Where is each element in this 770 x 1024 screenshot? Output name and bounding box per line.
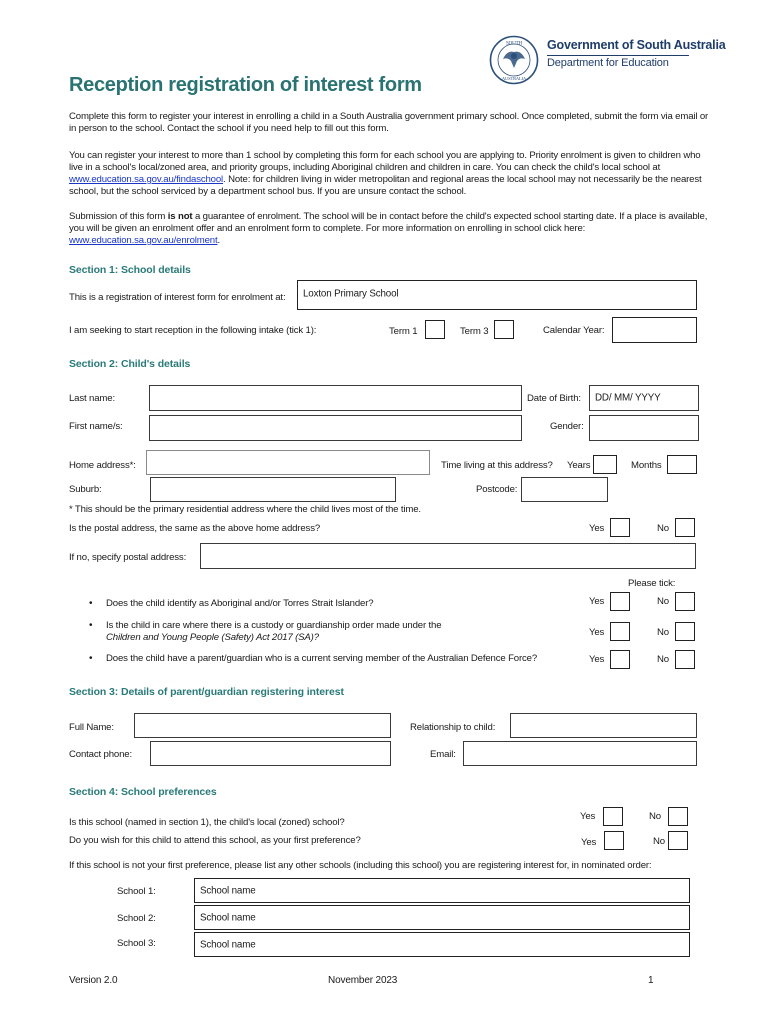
intro-paragraph-3 xyxy=(69,211,709,247)
school-1-field[interactable] xyxy=(194,878,690,903)
intro-p3-bold: is not xyxy=(167,211,193,222)
relationship-label: Relationship to child: xyxy=(410,722,496,733)
local-school-yes-label: Yes xyxy=(580,811,596,822)
email-label: Email: xyxy=(430,749,456,760)
aboriginal-yes-label: Yes xyxy=(589,596,605,607)
defence-no-checkbox[interactable] xyxy=(675,650,695,669)
postal-same-question: Is the postal address, the same as the above home address? xyxy=(69,523,321,534)
page-title: Reception registration of interest form xyxy=(69,74,422,96)
defence-yes-label: Yes xyxy=(589,654,605,665)
suburb-field[interactable] xyxy=(150,477,396,502)
school-2-value: School name xyxy=(200,912,256,923)
postal-address-label: If no, specify postal address: xyxy=(69,552,187,563)
local-school-no-label: No xyxy=(649,811,661,822)
school-2-field[interactable] xyxy=(194,905,690,930)
intro-paragraph-2 xyxy=(69,150,709,198)
svg-text:AUSTRALIA: AUSTRALIA xyxy=(501,76,527,81)
bullet: • xyxy=(89,598,93,609)
months-label: Months xyxy=(631,460,662,471)
footer-version: Version 2.0 xyxy=(69,975,118,986)
sa-government-seal-icon xyxy=(489,35,539,85)
aboriginal-question: Does the child identify as Aboriginal and/or Torres Strait Islander? xyxy=(106,598,374,609)
postcode-field[interactable] xyxy=(521,477,608,502)
last-name-field[interactable] xyxy=(149,385,522,411)
first-preference-yes-checkbox[interactable] xyxy=(604,831,624,850)
org-name: Government of South Australia xyxy=(547,38,726,52)
please-tick-label: Please tick: xyxy=(628,578,676,589)
school-1-value: School name xyxy=(200,885,256,896)
department-name: Department for Education xyxy=(547,57,669,69)
suburb-label: Suburb: xyxy=(69,484,102,495)
in-care-no-checkbox[interactable] xyxy=(675,622,695,641)
in-care-yes-checkbox[interactable] xyxy=(610,622,630,641)
postcode-label: Postcode: xyxy=(476,484,518,495)
section-4-heading: Section 4: School preferences xyxy=(69,786,217,798)
years-label: Years xyxy=(567,460,591,471)
term1-checkbox[interactable] xyxy=(425,320,445,339)
intro-p3-text-after: a guarantee of enrolment. The school will be in contact before the child's expected school starting date. If a place is available, you will be given an enrolment offer and an enrolment form to complete. For more information on enrolling in school click here: xyxy=(69,211,708,234)
dob-value: DD/ MM/ YYYY xyxy=(595,392,661,404)
email-field[interactable] xyxy=(463,741,697,766)
defence-yes-checkbox[interactable] xyxy=(610,650,630,669)
local-school-yes-checkbox[interactable] xyxy=(603,807,623,826)
postal-same-no-checkbox[interactable] xyxy=(675,518,695,537)
enrolment-link[interactable]: www.education.sa.gov.au/enrolment xyxy=(69,235,218,246)
section-2-heading: Section 2: Child's details xyxy=(69,358,191,370)
find-a-school-link[interactable]: www.education.sa.gov.au/findaschool xyxy=(69,174,224,185)
calendar-year-field[interactable] xyxy=(612,317,697,343)
svg-text:SOUTH: SOUTH xyxy=(506,41,522,47)
local-school-no-checkbox[interactable] xyxy=(668,807,688,826)
gender-field[interactable] xyxy=(589,415,699,441)
relationship-field[interactable] xyxy=(510,713,697,738)
first-name-field[interactable] xyxy=(149,415,522,441)
school-label: This is a registration of interest form for enrolment at: xyxy=(69,292,286,303)
aboriginal-no-checkbox[interactable] xyxy=(675,592,695,611)
first-preference-no-checkbox[interactable] xyxy=(668,831,688,850)
postal-address-field[interactable] xyxy=(200,543,696,569)
first-preference-question: Do you wish for this child to attend this school, as your first preference? xyxy=(69,835,361,846)
contact-phone-label: Contact phone: xyxy=(69,749,132,760)
defence-no-label: No xyxy=(657,654,669,665)
school-3-field[interactable] xyxy=(194,932,690,957)
first-preference-no-label: No xyxy=(653,836,665,847)
local-school-question: Is this school (named in section 1), the child's local (zoned) school? xyxy=(69,817,345,828)
school-field[interactable] xyxy=(297,280,697,310)
intro-p3-end: . xyxy=(217,235,220,246)
postal-same-no-label: No xyxy=(657,523,669,534)
first-preference-yes-label: Yes xyxy=(581,837,597,848)
intro-p3-text: Submission of this form xyxy=(69,211,168,222)
defence-force-question: Does the child have a parent/guardian who is a current serving member of the Australian Defence Force? xyxy=(106,653,538,664)
term3-label: Term 3 xyxy=(460,326,489,337)
school-list-instruction: If this school is not your first preference, please list any other schools (including this school) you are registering interest for, in nominated order: xyxy=(69,860,652,871)
school-3-label: School 3: xyxy=(117,938,156,949)
school-value: Loxton Primary School xyxy=(303,288,399,300)
home-address-field[interactable] xyxy=(146,450,430,475)
school-2-label: School 2: xyxy=(117,913,156,924)
school-3-value: School name xyxy=(200,939,256,950)
bullet: • xyxy=(89,653,93,664)
time-living-label: Time living at this address? xyxy=(441,460,553,471)
full-name-label: Full Name: xyxy=(69,722,114,733)
footer-page-number: 1 xyxy=(648,975,654,986)
bullet: • xyxy=(89,620,93,631)
intake-label: I am seeking to start reception in the following intake (tick 1): xyxy=(69,325,317,336)
years-field[interactable] xyxy=(593,455,617,474)
term3-checkbox[interactable] xyxy=(494,320,514,339)
calendar-year-label: Calendar Year: xyxy=(543,325,605,336)
dob-label: Date of Birth: xyxy=(527,393,581,404)
section-1-heading: Section 1: School details xyxy=(69,264,191,276)
months-field[interactable] xyxy=(667,455,697,474)
intro-p2-text: You can register your interest to more than 1 school by completing this form for each school you are applying to. Priority enrolment is given to children who live in a school's local/zoned area, and priority groups, including Aboriginal children and children in care. You can check the child's local school at xyxy=(69,150,701,173)
in-care-yes-label: Yes xyxy=(589,627,605,638)
contact-phone-field[interactable] xyxy=(150,741,391,766)
dob-field[interactable] xyxy=(589,385,699,411)
address-note: * This should be the primary residential address where the child lives most of the time. xyxy=(69,504,421,515)
footer-date: November 2023 xyxy=(328,975,398,986)
intro-p2-text-after: . Note: for children living in wider metropolitan and regional areas the local school may not necessarily be the nearest school, but the school serviced by a department school bus. If you are unsure contact the school. xyxy=(69,174,702,197)
full-name-field[interactable] xyxy=(134,713,391,738)
last-name-label: Last name: xyxy=(69,393,115,404)
term1-label: Term 1 xyxy=(389,326,418,337)
section-3-heading: Section 3: Details of parent/guardian registering interest xyxy=(69,686,344,698)
in-care-act-name: Children and Young People (Safety) Act 2017 (SA)? xyxy=(106,632,319,643)
postal-same-yes-label: Yes xyxy=(589,523,605,534)
gender-label: Gender: xyxy=(550,421,584,432)
aboriginal-no-label: No xyxy=(657,596,669,607)
home-address-label: Home address*: xyxy=(69,460,136,471)
intro-paragraph-1: Complete this form to register your interest in enrolling a child in a South Australia government primary school. Once completed, submit the form via email or in person to the school. Contact the school if you need help to fill out this form. xyxy=(69,111,709,134)
school-1-label: School 1: xyxy=(117,886,156,897)
first-name-label: First name/s: xyxy=(69,421,123,432)
postal-same-yes-checkbox[interactable] xyxy=(610,518,630,537)
in-care-question: Is the child in care where there is a custody or guardianship order made under the xyxy=(106,620,442,631)
in-care-no-label: No xyxy=(657,627,669,638)
aboriginal-yes-checkbox[interactable] xyxy=(610,592,630,611)
logo-divider xyxy=(547,55,689,56)
